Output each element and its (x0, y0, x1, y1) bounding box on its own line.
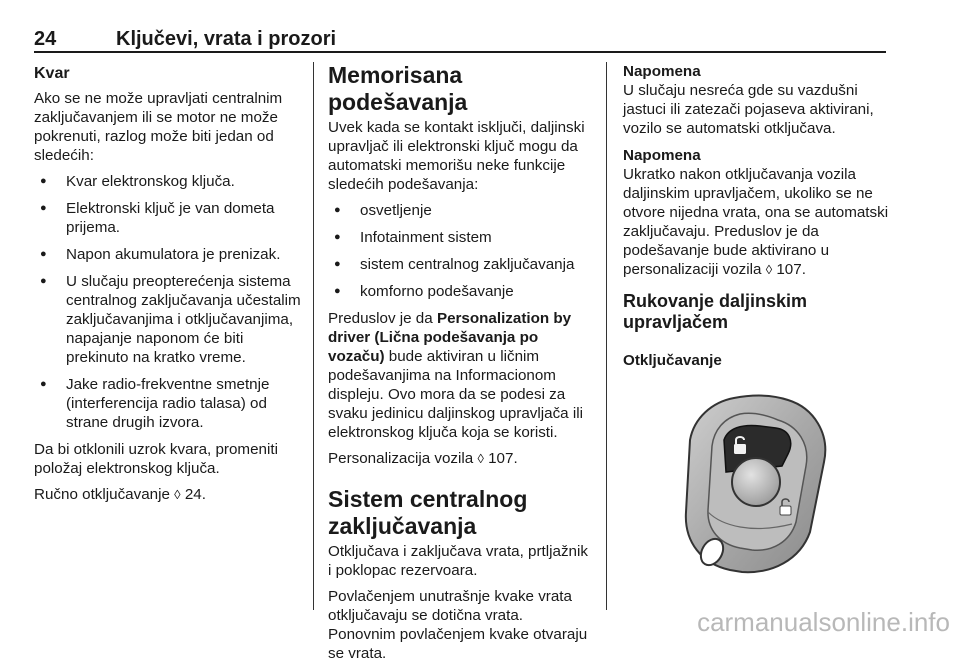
list-item: ● Kvar elektronskog ključa. (34, 172, 302, 191)
memorisana-intro: Uvek kada se kontakt isključi, daljinski upravljač ili elektronski ključ mogu da automatski memorišu neke funkcije sledećih podešavanja: (328, 119, 585, 193)
personalization-reference[interactable] (328, 449, 590, 468)
central-locking-para-2: Povlačenjem unutrašnje kvake vrata otključavaju se dotična vrata. Ponovnim povlačenjem kvake otvaraju se vrata. (328, 588, 588, 662)
page-number: 24 (34, 28, 57, 50)
section-heading-central-locking: Sistem centralnog zaključavanja (328, 486, 528, 539)
personalization-setting-name: Personalization by driver (Lična podešavanja po vozaču) (328, 310, 572, 365)
column-1 (34, 62, 302, 511)
list-item: ● Elektronski ključ je van dometa prijema. (34, 199, 302, 237)
note-text: Ukratko nakon otključavanja vozila daljinskim upravljačem, ukoliko se ne otvore nijedna vrata, ona se automatski zaključavaju. Preduslov je da podešavanje bude aktivirano u personalizaciji vozila (623, 166, 889, 278)
precondition-prefix: Preduslov je da (328, 310, 433, 327)
note-body: U slučaju nesreća gde su vazdušni jastuci ili zatezači pojaseva aktivirani, vozilo se automatski otključava. (623, 82, 874, 137)
reference-arrow-icon: ◊ (477, 451, 484, 466)
note-title: Napomena (623, 63, 701, 80)
manual-unlock-reference[interactable] (34, 485, 302, 504)
list-item: ● U slučaju preopterećenja sistema centralnog zaključavanja učestalim zaključavanjima i otključavanjima, napajanje naponom će biti prekinuto na kratko vreme. (34, 272, 302, 367)
column-2 (328, 62, 590, 670)
precondition-rest: bude aktiviran u ličnim podešavanjima na Informacionom displeju. Ovo mora da se podesi za svaku jedinicu daljinskog upravljača ili elektronskog ključa koja se koristi. (328, 348, 583, 441)
list-item: ● Infotainment sistem (328, 228, 590, 247)
section-heading-kvar: Kvar (34, 65, 70, 82)
reference-text: Ručno otključavanje (34, 486, 170, 503)
list-item: ● sistem centralnog zaključavanja (328, 255, 590, 274)
central-locking-para-1: Otključava i zaključava vrata, prtljažnik i poklopac rezervoara. (328, 543, 588, 579)
list-item: ● Jake radio-frekventne smetnje (interferencija radio talasa) od strane drugih izvora. (34, 375, 302, 432)
list-item: ● osvetljenje (328, 201, 590, 220)
round-key-button (732, 458, 780, 506)
chapter-title: Ključevi, vrata i prozori (116, 28, 337, 50)
list-item: ● komforno podešavanje (328, 282, 590, 301)
kvar-intro: Ako se ne može upravljati centralnim zaključavanjem ili se motor ne može pokrenuti, razlog može biti jedan od sledećih: (34, 90, 283, 164)
reference-arrow-icon: ◊ (174, 487, 181, 502)
watermark: carmanualsonline.info (697, 607, 950, 637)
precondition-paragraph (328, 309, 590, 442)
list-item: ● Napon akumulatora je prenizak. (34, 245, 302, 264)
reference-page: 24. (184, 486, 206, 503)
note-body (623, 165, 891, 279)
key-fob-illustration (672, 392, 842, 602)
kvar-remedy: Da bi otklonili uzrok kvara, promeniti položaj elektronskog ključa. (34, 441, 278, 477)
reference-page: 107. (488, 450, 518, 467)
header-rule (34, 51, 886, 53)
section-heading-memorisana: Memorisana podešavanja (328, 62, 468, 115)
column-divider-2 (606, 62, 607, 610)
kvar-bullet-list (34, 172, 302, 432)
column-divider-1 (313, 62, 314, 610)
column-3 (623, 62, 891, 370)
reference-page[interactable]: 107. (776, 261, 806, 278)
note-title: Napomena (623, 147, 701, 164)
memorisana-bullet-list (328, 201, 590, 301)
reference-text: Personalizacija vozila (328, 450, 474, 467)
section-heading-remote: Rukovanje daljinskim upravljačem (623, 291, 808, 332)
subsection-heading-unlock: Otključavanje (623, 352, 722, 369)
reference-arrow-icon: ◊ (765, 262, 773, 277)
